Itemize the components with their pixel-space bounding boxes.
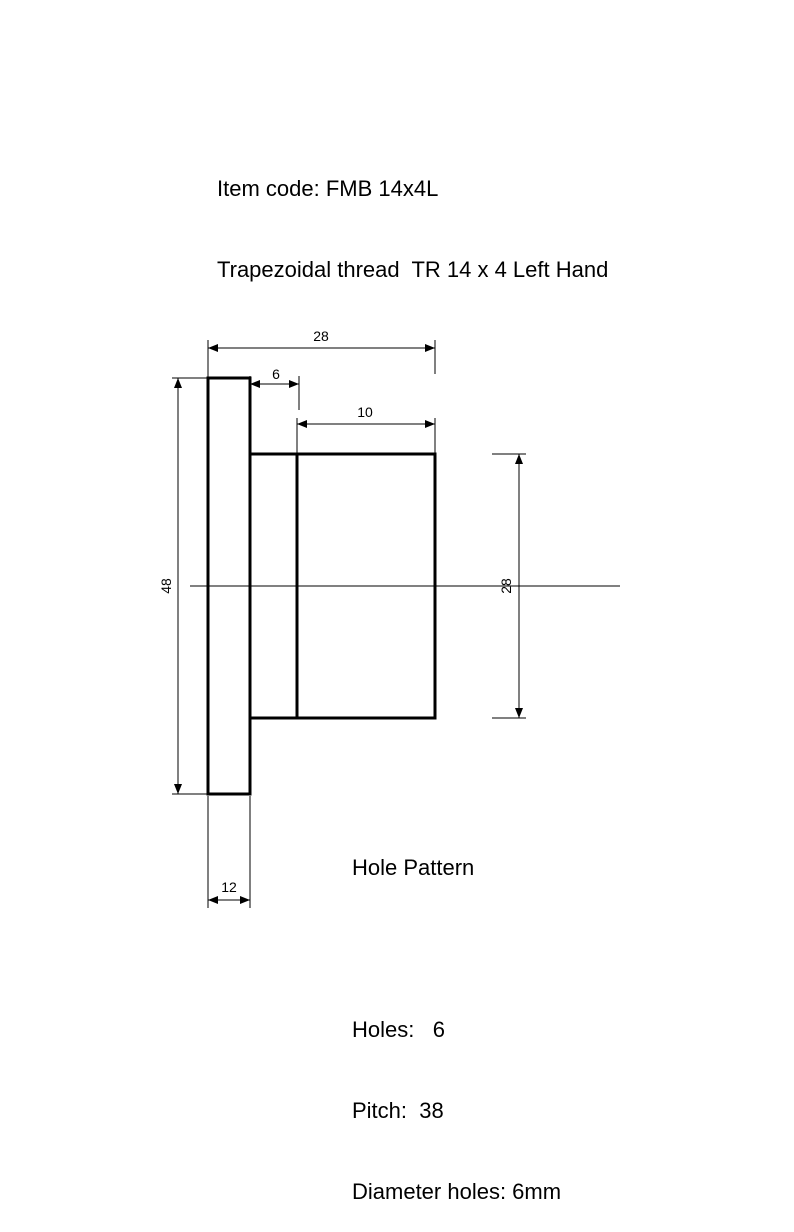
- dim-label-overall-length: 28: [313, 328, 329, 344]
- hole-diameter: Diameter holes: 6mm: [352, 1179, 562, 1204]
- dim-label-body-diameter: 28: [498, 578, 514, 594]
- dim-label-flange-height: 48: [158, 578, 174, 594]
- hole-count: Holes: 6: [352, 1017, 445, 1042]
- hole-pattern-title: Hole Pattern: [352, 855, 475, 880]
- hole-pattern-notes: [352, 800, 561, 1232]
- item-code: Item code: FMB 14x4L: [217, 176, 439, 201]
- hole-pitch: Pitch: 38: [352, 1098, 444, 1123]
- hole-pattern-spacer: [352, 935, 561, 962]
- dim-label-body-length: 10: [357, 404, 373, 420]
- dim-label-shoulder-length: 6: [272, 366, 280, 382]
- dim-label-flange-thickness: 12: [221, 879, 237, 895]
- thread-spec: Trapezoidal thread TR 14 x 4 Left Hand: [217, 257, 609, 282]
